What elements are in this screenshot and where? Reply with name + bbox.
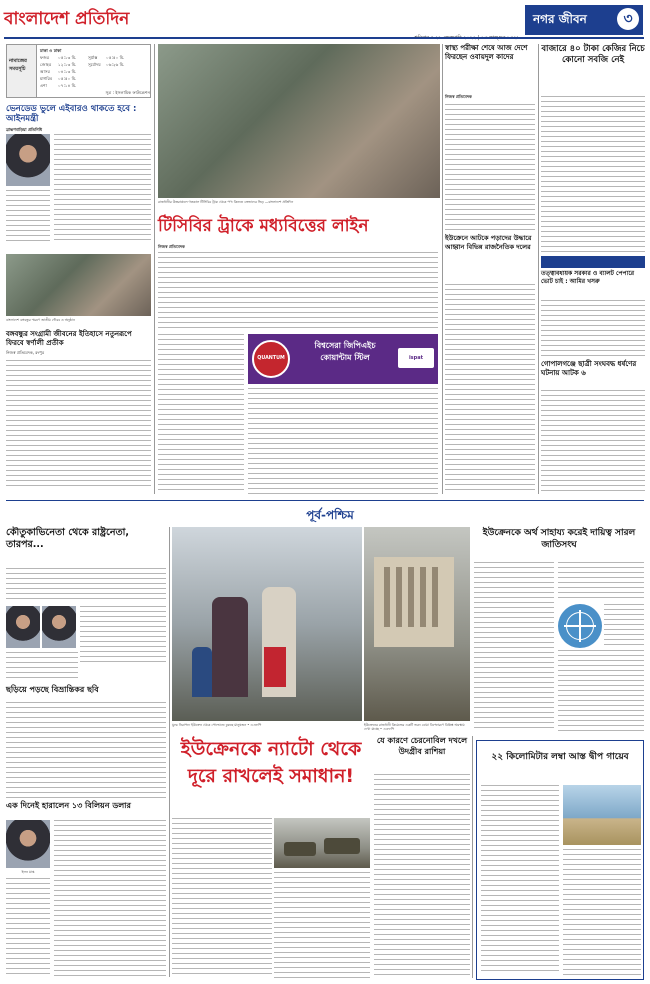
ukraine-nato-headline: ইউক্রেনকে ন্যাটো থেকে দূরে রাখলেই সমাধান! [180,738,362,787]
prayer-cell [88,68,106,75]
prayer-row [40,75,150,82]
prayer-cell [106,75,136,82]
prayer-cell: ০৫:১৩ মি. [58,55,77,60]
tcb-body [158,252,438,332]
bangabandhu-byline: নিজস্ব প্রতিবেদক, রংপুর [6,350,45,355]
musk-headline: এক দিনেই হারালেন ১৩ বিলিয়ন ডলার [6,801,131,810]
ad-line-2: কোয়ান্টাম স্টিল [320,353,370,362]
law-minister-photo [6,134,50,186]
purbo-poschim-title: পূর্ব-পশ্চিম [306,508,354,522]
tcb-photo-caption: রাজধানীর উত্তরাঞ্চলে গতকাল টিসিবির ট্রাক থেকে পণ্য কিনতে ক্রেতাদের ভিড় —বাংলাদেশ প্রতিদিন [158,200,294,204]
dateline [300,24,520,34]
prayer-times-box [6,44,151,98]
refugee-caption: যুদ্ধে নিরাপদে ইউক্রেন থেকে পোল্যান্ডে ঢুকছে মানুষজন • এএফপি [172,723,262,727]
prayer-cell: ০৫:৫০ মি. [106,55,125,60]
prayer-cell: আসর [40,69,50,74]
prayer-cell: ১২:১৩ মি. [58,62,77,67]
prayer-cell: সূর্যাস্ত [88,55,98,60]
prayer-cell: ০৪:১৩ মি. [58,69,77,74]
section-title: নগর জীবন [533,12,587,26]
musk-caption: ইলন মাস্ক [21,870,35,874]
prayer-cell [106,82,136,89]
ukraine-rescue-headline: ইউক্রেনে আটকে পড়াদের উদ্ধারে আহ্বান বিভিন্ন রাজনৈতিক দলের [445,234,532,251]
article-vendor [6,104,151,247]
page-number: ৩ [617,8,639,30]
ispat-logo: ispat [398,348,434,368]
prayer-row [40,82,150,89]
bangabandhu-caption: বাংলাদেশ বঙ্গবন্ধুর স্মরণে জাতীয় গৌরব ও অনুষ্ঠান [6,318,75,322]
article-chernobyl [374,736,470,772]
vegetables-headline: বাজারে ৪০ টাকা কেজির নিচে কোনো সবজি নেই [541,44,645,65]
article-vegetables [541,44,645,94]
un-aid-headline: ইউক্রেনকে অর্থ সাহায্য করেই দায়িত্ব সারল জাতিসংঘ [482,528,636,550]
prayer-cell: ০৬:২৬ মি. [106,62,125,67]
kader-headline: স্বাস্থ্য পরীক্ষা শেষে আজ দেশে ফিরছেন ওবায়দুল কাদের [445,44,528,61]
prayer-cell: জোহর [40,62,52,67]
tanks-photo [274,818,370,868]
prayer-cell [88,82,106,89]
prayer-cell: মাগরিব [40,76,53,81]
un-logo [558,604,602,648]
quantum-ad [248,334,438,384]
masthead [0,0,650,40]
prayer-cell: এশা [40,83,47,88]
prayer-cell: ফজর [40,55,50,60]
article-sugandha-banner [541,256,645,268]
tcb-body-3 [248,388,438,494]
prayer-cell [106,68,136,75]
article-ukraine-rescue [445,234,535,284]
tcb-crowd-photo [158,44,440,198]
island-photo [563,785,641,845]
bangabandhu-headline: বঙ্গবন্ধুর সংগ্রামী জীবনের ইতিহাসে নতুনরূপে ফিরবে স্বর্ণালী প্রতীক [6,330,132,347]
bombed-building-photo [364,527,470,721]
prayer-row [40,54,150,61]
chernobyl-headline: যে কারণে চেরনোবিল দখলে উদগ্রীব রাশিয়া [376,736,468,756]
sugandha-headline: তত্ত্বাবধায়ক সরকার ও ব্যালট পেপারে ভোট চাই : আমির খসরু [541,270,635,285]
prayer-note: সূত্র : ইসলামিক ফাউন্ডেশন [105,90,150,95]
prayer-label: নামাজের সময়সূচি [9,58,27,72]
refugee-photo [172,527,362,721]
prayer-row [40,61,150,68]
prayer-cell: ০৭:১৪ মি. [58,83,77,88]
vendor-byline: ব্রাহ্মণবাড়িয়া প্রতিনিধি [6,127,43,132]
section-banner [525,5,643,35]
zelensky-photo-1 [6,606,40,648]
article-bangabandhu [6,330,151,492]
article-gopalganj [541,360,645,388]
tcb-body-2 [158,334,244,494]
ad-line-1: বিশ্বসেরা জিপিএইচ [314,341,376,350]
prayer-title: ঢাকা ও ঢাকা [40,48,62,53]
kader-byline: নিজস্ব প্রতিবেদক [445,94,472,99]
tcb-byline: নিজস্ব প্রতিবেদক [158,244,185,249]
bombed-caption: ইউক্রেনের রাজধানী কিয়েভের একটি ভবন বোমা বিস্ফোরণে বিধ্বস্ত অবস্থায় দেখা যাচ্ছে • এএফপি [364,723,465,732]
photos-spread-headline: ছড়িয়ে পড়ছে বিভ্রান্তিকর ছবি [6,685,99,694]
comedian-headline: কৌতুকাভিনেতা থেকে রাষ্ট্রনেতা, তারপর... [6,527,130,550]
zelensky-photo-2 [42,606,76,648]
logo [4,6,194,32]
prayer-cell [88,75,106,82]
prayer-cell: ০৫:৫০ মি. [58,76,77,81]
vendor-headline: ভেনডেড ভুলে এইবারও থাকতে হবে : আইনমন্ত্রী [6,104,137,124]
tcb-headline: টিসিবির ট্রাকে মধ্যবিত্তের লাইন [158,216,369,236]
bangabandhu-photo [6,254,151,316]
prayer-rows [40,54,150,96]
island-headline: ২২ কিলোমিটার লম্বা আস্ত দ্বীপ গায়েব [491,752,629,762]
prayer-row [40,68,150,75]
article-musk [6,800,166,818]
musk-photo [6,820,50,868]
logo-text: বাংলাদেশ প্রতিদিন [4,9,130,29]
prayer-cell: সূর্যোদয় [88,62,101,67]
quantum-logo: QUANTUM [252,340,290,378]
article-comedian [6,527,166,565]
article-photos-spread [6,684,166,702]
article-sugandha [541,270,645,296]
gopalganj-headline: গোপালগঞ্জে ছাত্রী সংঘবদ্ধ ধর্ষণের ঘটনায় আটক ৬ [541,360,637,377]
article-ukraine-nato [172,736,370,816]
article-un-aid [474,527,644,561]
article-island [476,740,644,980]
